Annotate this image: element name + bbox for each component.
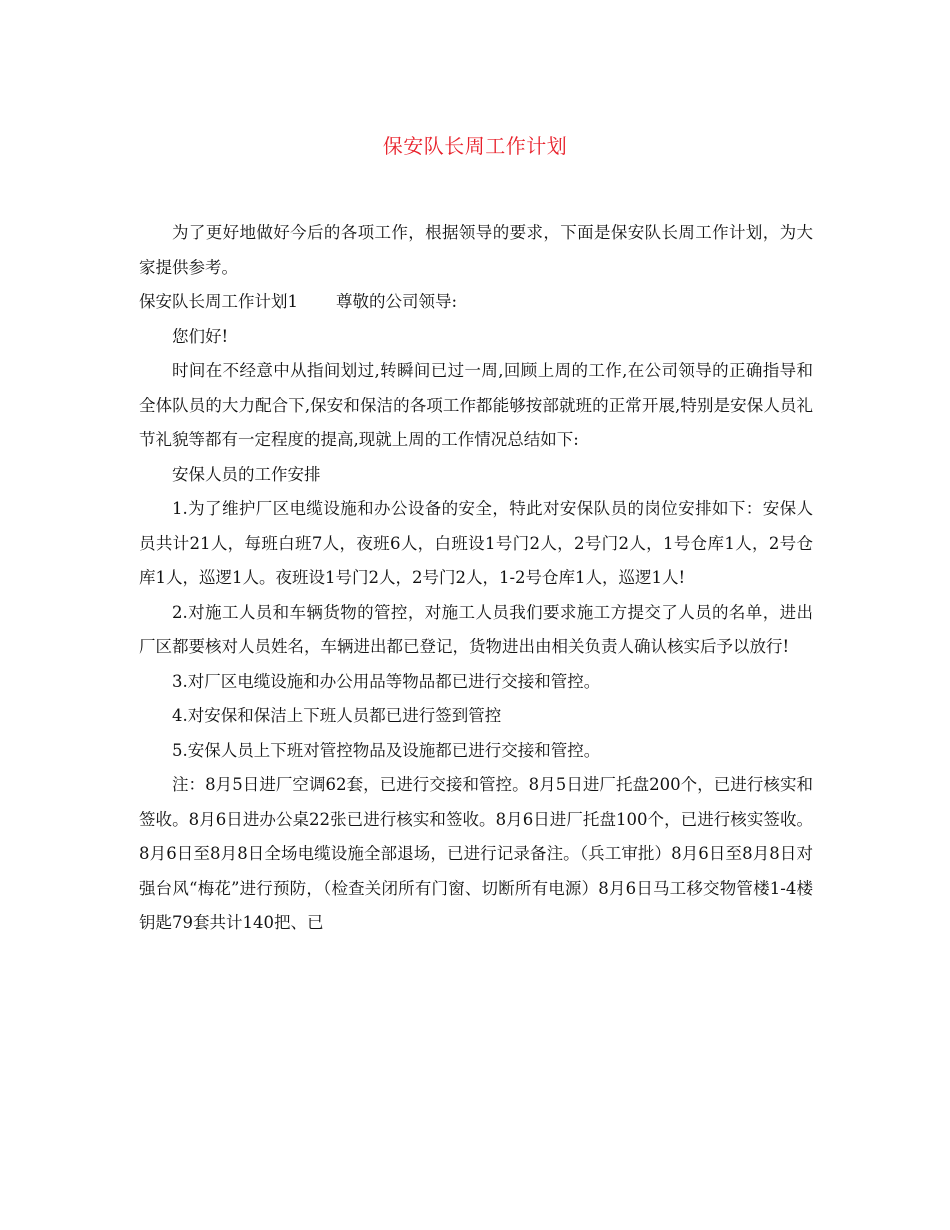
- section-heading-line: [139, 285, 813, 320]
- summary-paragraph: 时间在不经意中从指间划过,转瞬间已过一周,回顾上周的工作,在公司领导的正确指导和全体队员的大力配合下,保安和保洁的各项工作都能够按部就班的正常开展,特别是安保人员礼节礼貌等都有一定程度的提高,现就上周的工作情况总结如下:: [139, 361, 813, 449]
- section-heading: 保安队长周工作计划1: [139, 292, 298, 311]
- arrangement-heading: 安保人员的工作安排: [172, 464, 321, 484]
- document-body: [139, 216, 813, 941]
- document-title: 保安队长周工作计划: [382, 134, 568, 158]
- list-item-4: 4.对安保和保洁上下班人员都已进行签到管控: [172, 706, 502, 725]
- intro-paragraph: 为了更好地做好今后的各项工作，根据领导的要求，下面是保安队长周工作计划，为大家提供参考。: [139, 223, 813, 277]
- list-item-1: 1.为了维护厂区电缆设施和办公设备的安全，特此对安保队员的岗位安排如下：安保人员共计21人，每班白班7人，夜班6人，白班设1号门2人，2号门2人，1号仓库1人，2号仓库1人，巡逻1人。夜班设1号门2人，2号门2人，1-2号仓库1人，巡逻1人!: [139, 499, 813, 587]
- greeting: 您们好!: [172, 326, 229, 346]
- list-item-2: 2.对施工人员和车辆货物的管控，对施工人员我们要求施工方提交了人员的名单，进出厂区都要核对人员姓名，车辆进出都已登记，货物进出由相关负责人确认核实后予以放行!: [139, 602, 813, 656]
- salutation: 尊敬的公司领导:: [336, 292, 458, 311]
- note-paragraph: 注：8月5日进厂空调62套，已进行交接和管控。8月5日进厂托盘200个，已进行核实和签收。8月6日进办公桌22张已进行核实和签收。8月6日进厂托盘100个，已进行核实签收。8月6日至8月8日全场电缆设施全部退场，已进行记录备注。（兵工审批）8月6日至8月8日对强台风“梅花”进行预防，（检查关闭所有门窗、切断所有电源）8月6日马工移交物管楼1-4楼钥匙79套共计140把、已: [139, 775, 813, 932]
- list-item-3: 3.对厂区电缆设施和办公用品等物品都已进行交接和管控。: [172, 671, 601, 691]
- list-item-5: 5.安保人员上下班对管控物品及设施都已进行交接和管控。: [172, 740, 601, 760]
